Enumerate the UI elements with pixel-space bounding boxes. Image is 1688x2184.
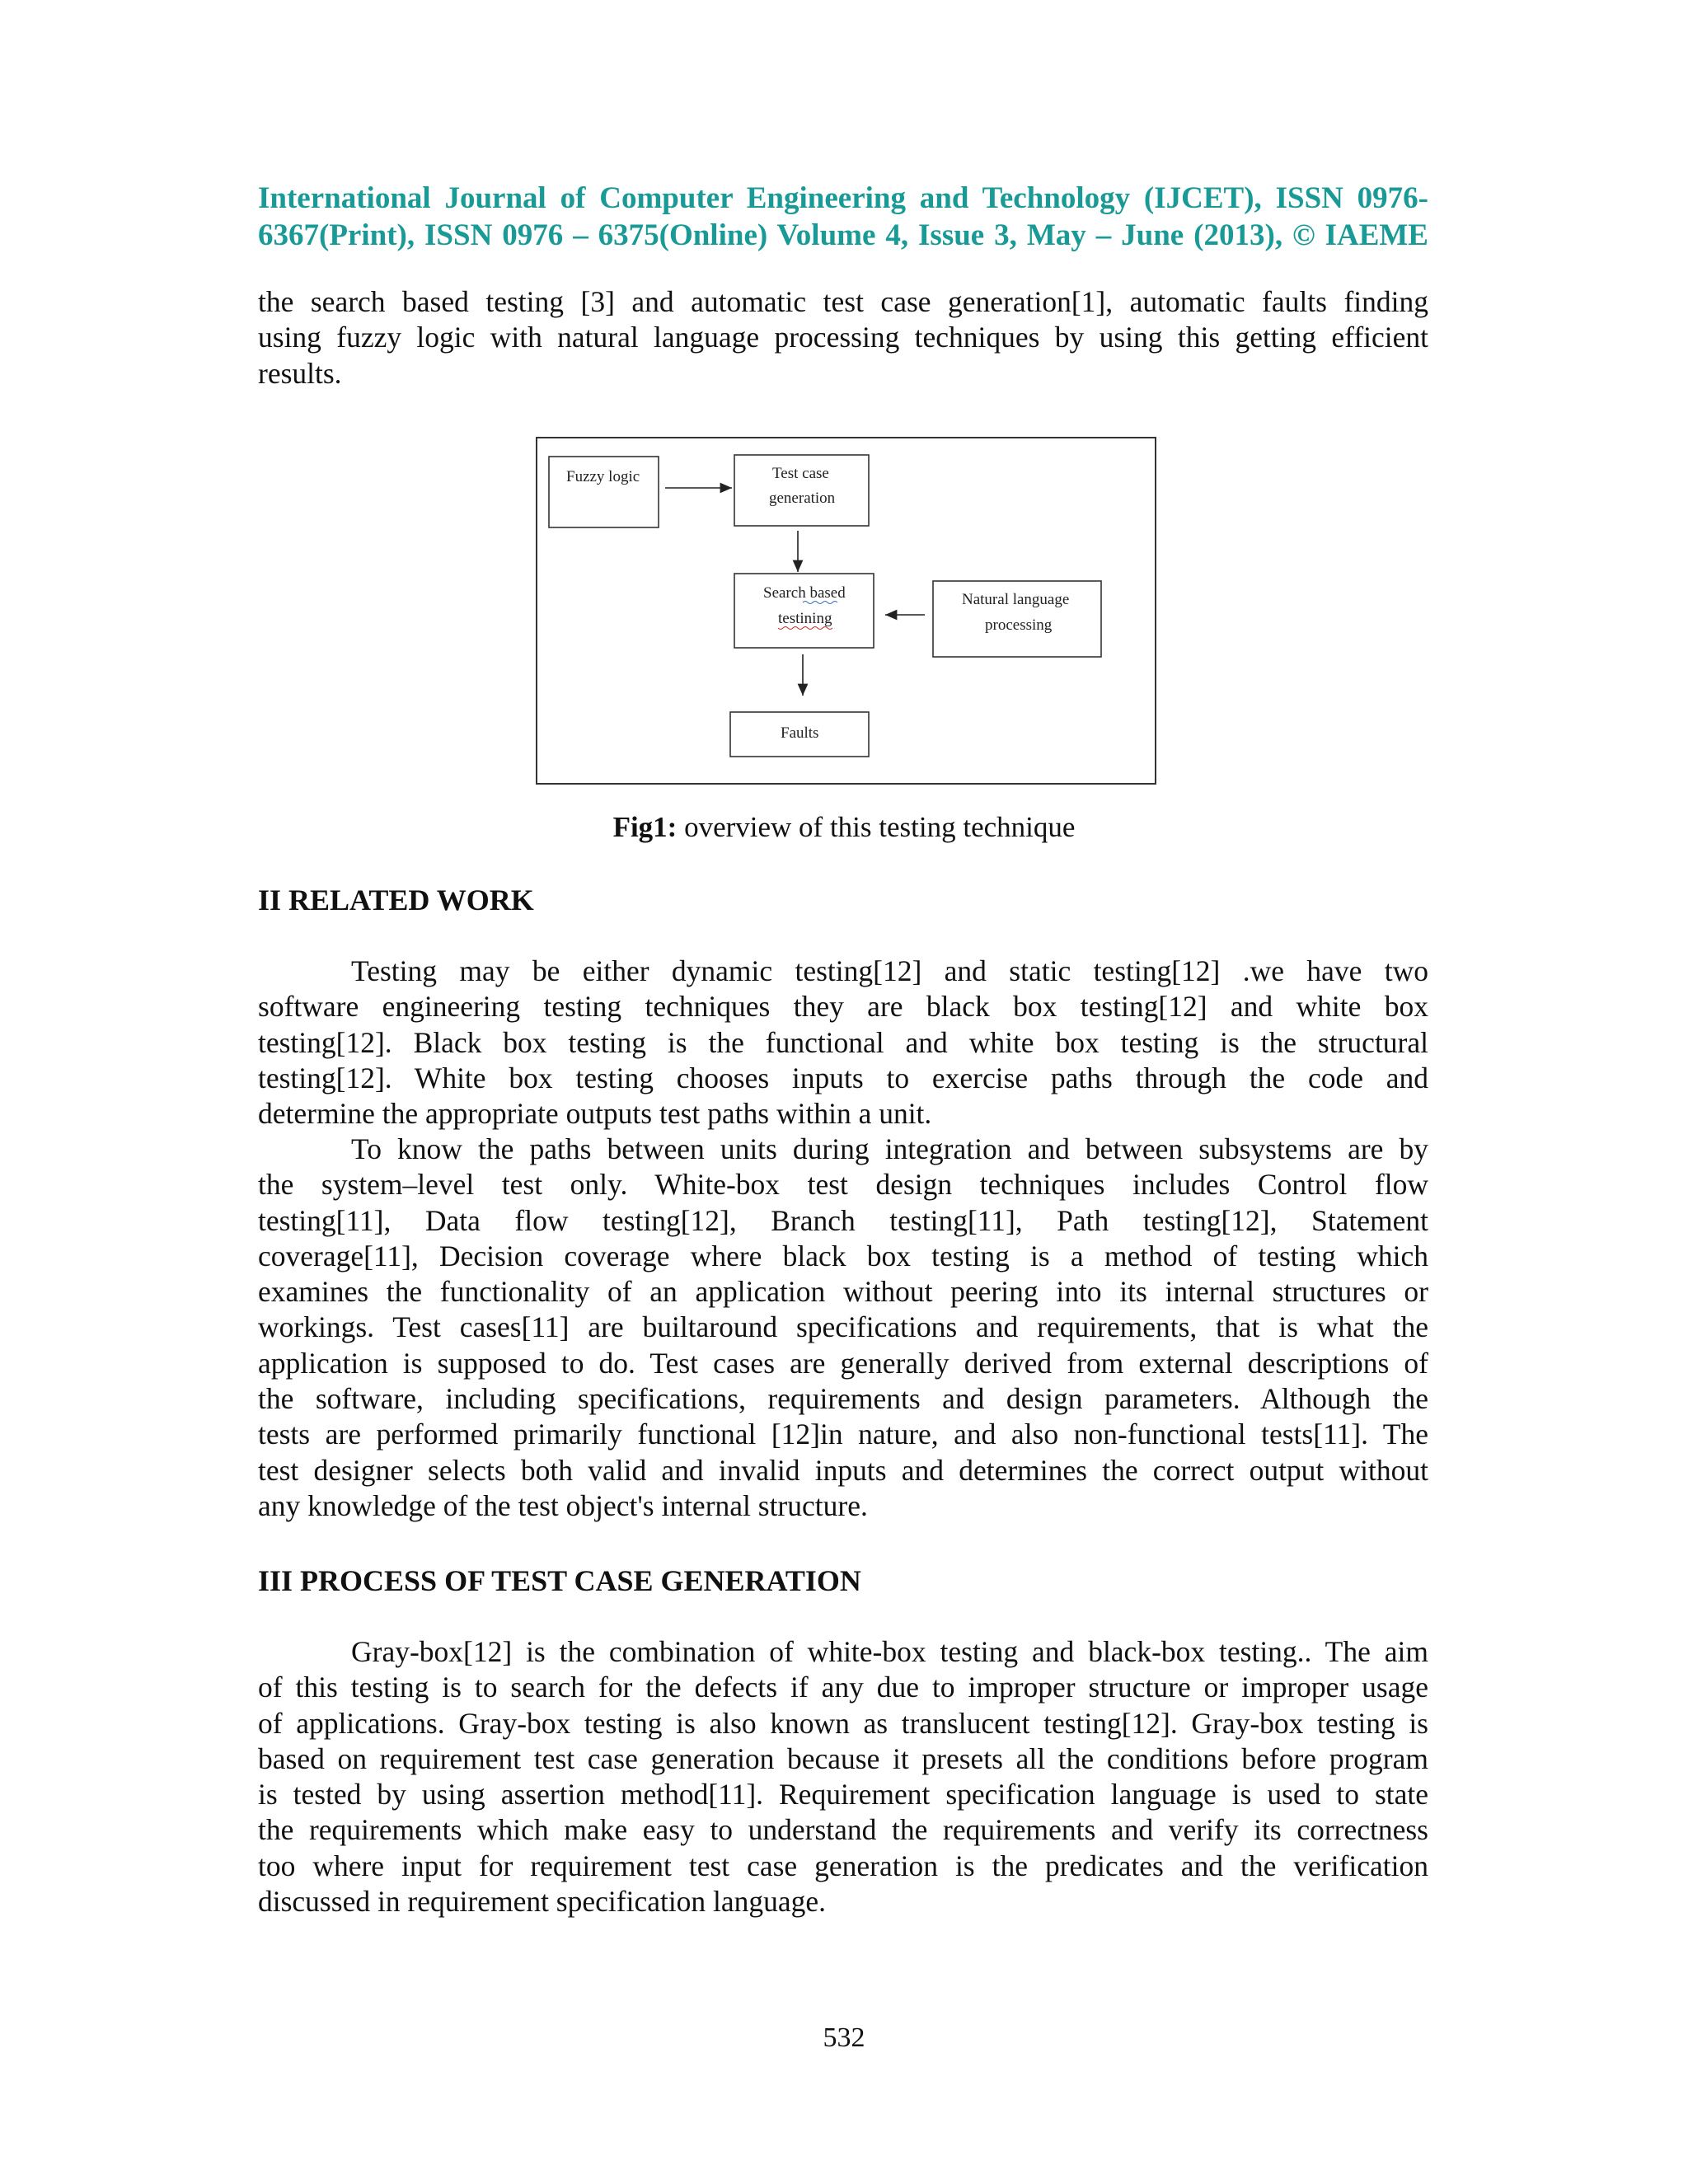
related-work-paragraph-2: [258, 1132, 1428, 1524]
paragraph-line: testing[12]. White box testing chooses inputs to exercise paths through the code and: [258, 1061, 1428, 1094]
paragraph-line: examines the functionality of an application without peering into its internal structures or: [258, 1275, 1428, 1309]
paragraph-line: the system–level test only. White-box test design techniques includes Control flow: [258, 1168, 1428, 1202]
node-search-label-2: testining: [778, 610, 832, 627]
page-number: 532: [823, 2022, 865, 2053]
paragraph-line: the software, including specifications, requirements and design parameters. Although the: [258, 1382, 1428, 1416]
paragraph-line: of this testing is to search for the defects if any due to improper structure or improper usage: [258, 1671, 1428, 1704]
paragraph-line: test designer selects both valid and invalid inputs and determines the correct output without: [258, 1453, 1428, 1487]
paragraph-line: too where input for requirement test case generation is the predicates and the verification: [258, 1849, 1428, 1882]
journal-header-line-2: 6367(Print), ISSN 0976 – 6375(Online) Volume 4, Issue 3, May – June (2013), © IAEME: [258, 218, 1428, 252]
paragraph-line: discussed in requirement specification language.: [258, 1885, 827, 1919]
paragraph-line: Testing may be either dynamic testing[12] and static testing[12] .we have two: [351, 954, 1428, 987]
paragraph-line: Gray-box[12] is the combination of white-box testing and black-box testing.. The aim: [351, 1635, 1428, 1668]
paragraph-line: workings. Test cases[11] are builtaround specifications and requirements, that is what the: [258, 1310, 1428, 1344]
node-fuzzy-logic: [549, 457, 659, 527]
node-search-label-1: Search based: [763, 584, 846, 602]
figure-caption-label: Fig1:: [612, 811, 678, 843]
paragraph-line: testing[12]. Black box testing is the functional and white box testing is the structural: [258, 1025, 1428, 1059]
paragraph-line: is tested by using assertion method[11]. Requirement specification language is used to state: [258, 1778, 1428, 1811]
node-test-case-label-1: Test case: [772, 465, 829, 482]
process-paragraph-1: [258, 1634, 1428, 1919]
paragraph-line: of applications. Gray-box testing is also known as translucent testing[12]. Gray-box testing is: [258, 1706, 1428, 1740]
paragraph-line: determine the appropriate outputs test paths within a unit.: [258, 1097, 932, 1131]
figure-caption-text: overview of this testing technique: [677, 811, 1076, 843]
paragraph-line: based on requirement test case generation because it presets all the conditions before program: [258, 1741, 1428, 1775]
section-heading-related-work: II RELATED WORK: [258, 883, 534, 916]
paragraph-line: software engineering testing techniques they are black box testing[12] and white box: [258, 990, 1428, 1024]
figure-diagram: [536, 437, 1156, 785]
section-heading-process: III PROCESS OF TEST CASE GENERATION: [258, 1564, 861, 1597]
flow-diagram: [537, 438, 1158, 786]
paragraph-line: application is supposed to do. Test cases are generally derived from external descriptions of: [258, 1346, 1428, 1380]
paragraph-line: tests are performed primarily functional [12]in nature, and also non-functional tests[11]. The: [258, 1418, 1428, 1451]
node-nlp-label-1: Natural language: [962, 591, 1070, 608]
paragraph-line: coverage[11], Decision coverage where black box testing is a method of testing which: [258, 1239, 1428, 1272]
paragraph-line: the requirements which make easy to understand the requirements and verify its correctness: [258, 1813, 1428, 1847]
node-test-case-label-2: generation: [769, 490, 836, 507]
paragraph-line: To know the paths between units during integration and between subsystems are by: [351, 1132, 1428, 1165]
intro-paragraph: [258, 284, 1428, 391]
intro-line: using fuzzy logic with natural language processing techniques by using this getting efficient: [258, 321, 1428, 354]
node-fuzzy-logic-label: Fuzzy logic: [566, 468, 640, 485]
journal-header-line-1: International Journal of Computer Engineering and Technology (IJCET), ISSN 0976-: [258, 181, 1428, 215]
intro-line: results.: [258, 356, 342, 390]
figure-caption: [0, 810, 1688, 845]
journal-header: [258, 180, 1428, 254]
node-nlp-label-2: processing: [985, 616, 1053, 634]
related-work-paragraph-1: [258, 954, 1428, 1132]
paragraph-line: testing[11], Data flow testing[12], Branch testing[11], Path testing[12], Statement: [258, 1203, 1428, 1237]
intro-line: the search based testing [3] and automatic test case generation[1], automatic faults finding: [258, 285, 1428, 318]
node-faults-label: Faults: [781, 724, 819, 742]
paragraph-line: any knowledge of the test object's internal structure.: [258, 1488, 868, 1522]
